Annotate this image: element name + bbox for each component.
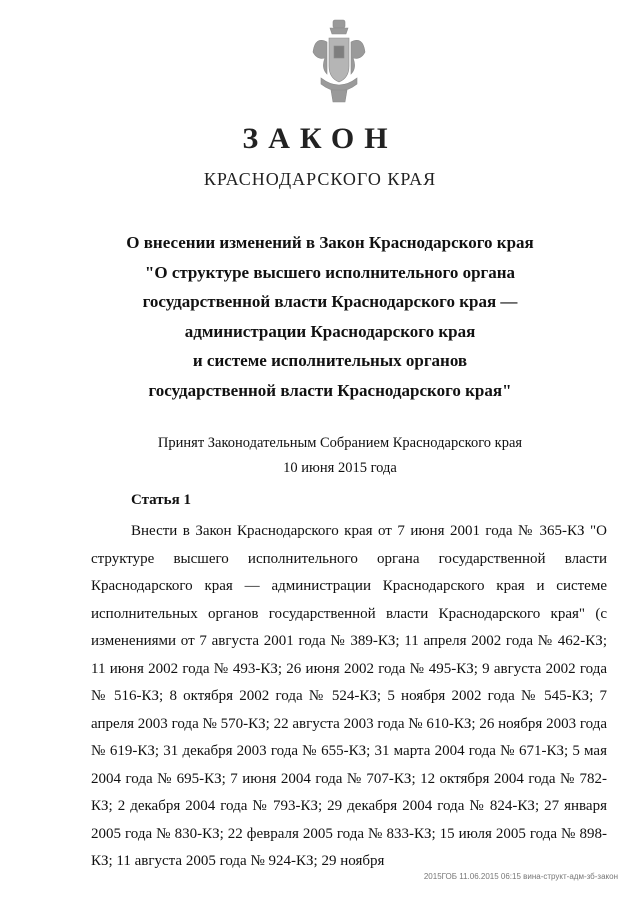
adoption-date: 10 июня 2015 года [283,460,397,476]
article-text: Внести в Закон Краснодарского края от 7 июня 2001 года № 365-КЗ "О структуре высшего исполнительного органа государственной власти Краснодарского края — администрации Краснодарского края и системе исполнительных органов государственной власти Краснодарского края" (с изменениями от 7 августа 2001 года № 389-КЗ; 11 апреля 2002 года № 462-КЗ; 11 июня 2002 года № 493-КЗ; 26 июня 2002 года № 495-КЗ; 9 августа 2002 года № 516-КЗ; 8 октября 2002 года № 524-КЗ; 5 ноября 2002 года № 545-КЗ; 7 апреля 2003 года № 570-КЗ; 22 августа 2003 года № 610-КЗ; 26 ноября 2003 года № 619-КЗ; 31 декабря 2003 года № 655-КЗ; 31 марта 2004 года № 671-КЗ; 5 мая 2004 года № 695-КЗ; 7 июня 2004 года № 707-КЗ; 12 октября 2004 года № 782-КЗ; 2 декабря 2004 года № 793-КЗ; 29 декабря 2004 года № 824-КЗ; 27 января 2005 года № 830-КЗ; 22 февраля 2005 года № 833-КЗ; 15 июля 2005 года № 898-КЗ; 11 августа 2005 года № 924-КЗ; 29 ноября [91,523,607,869]
article-heading: Статья 1 [131,492,191,508]
title-line: государственной власти Краснодарского края — [142,292,518,311]
title-line: О внесении изменений в Закон Краснодарского края [126,233,534,252]
coat-of-arms-icon [311,16,367,108]
title-line: государственной власти Краснодарского края" [148,380,512,400]
title-line: администрации Краснодарского края [184,321,476,341]
title-line: "О структуре высшего исполнительного органа [144,262,516,282]
adoption-body: Принят Законодательным Собранием Краснодарского края [157,435,523,451]
title-line: и системе исполнительных органов [192,351,468,370]
law-title: ЗАКОН [242,122,398,155]
document-title [90,228,570,405]
region-subtitle: КРАСНОДАРСКОГО КРАЯ [203,169,437,189]
footer-code: 2015ГОБ 11.06.2015 06:15 вина-структ-адм-зб-закон [423,872,618,881]
adoption-note [60,431,620,481]
